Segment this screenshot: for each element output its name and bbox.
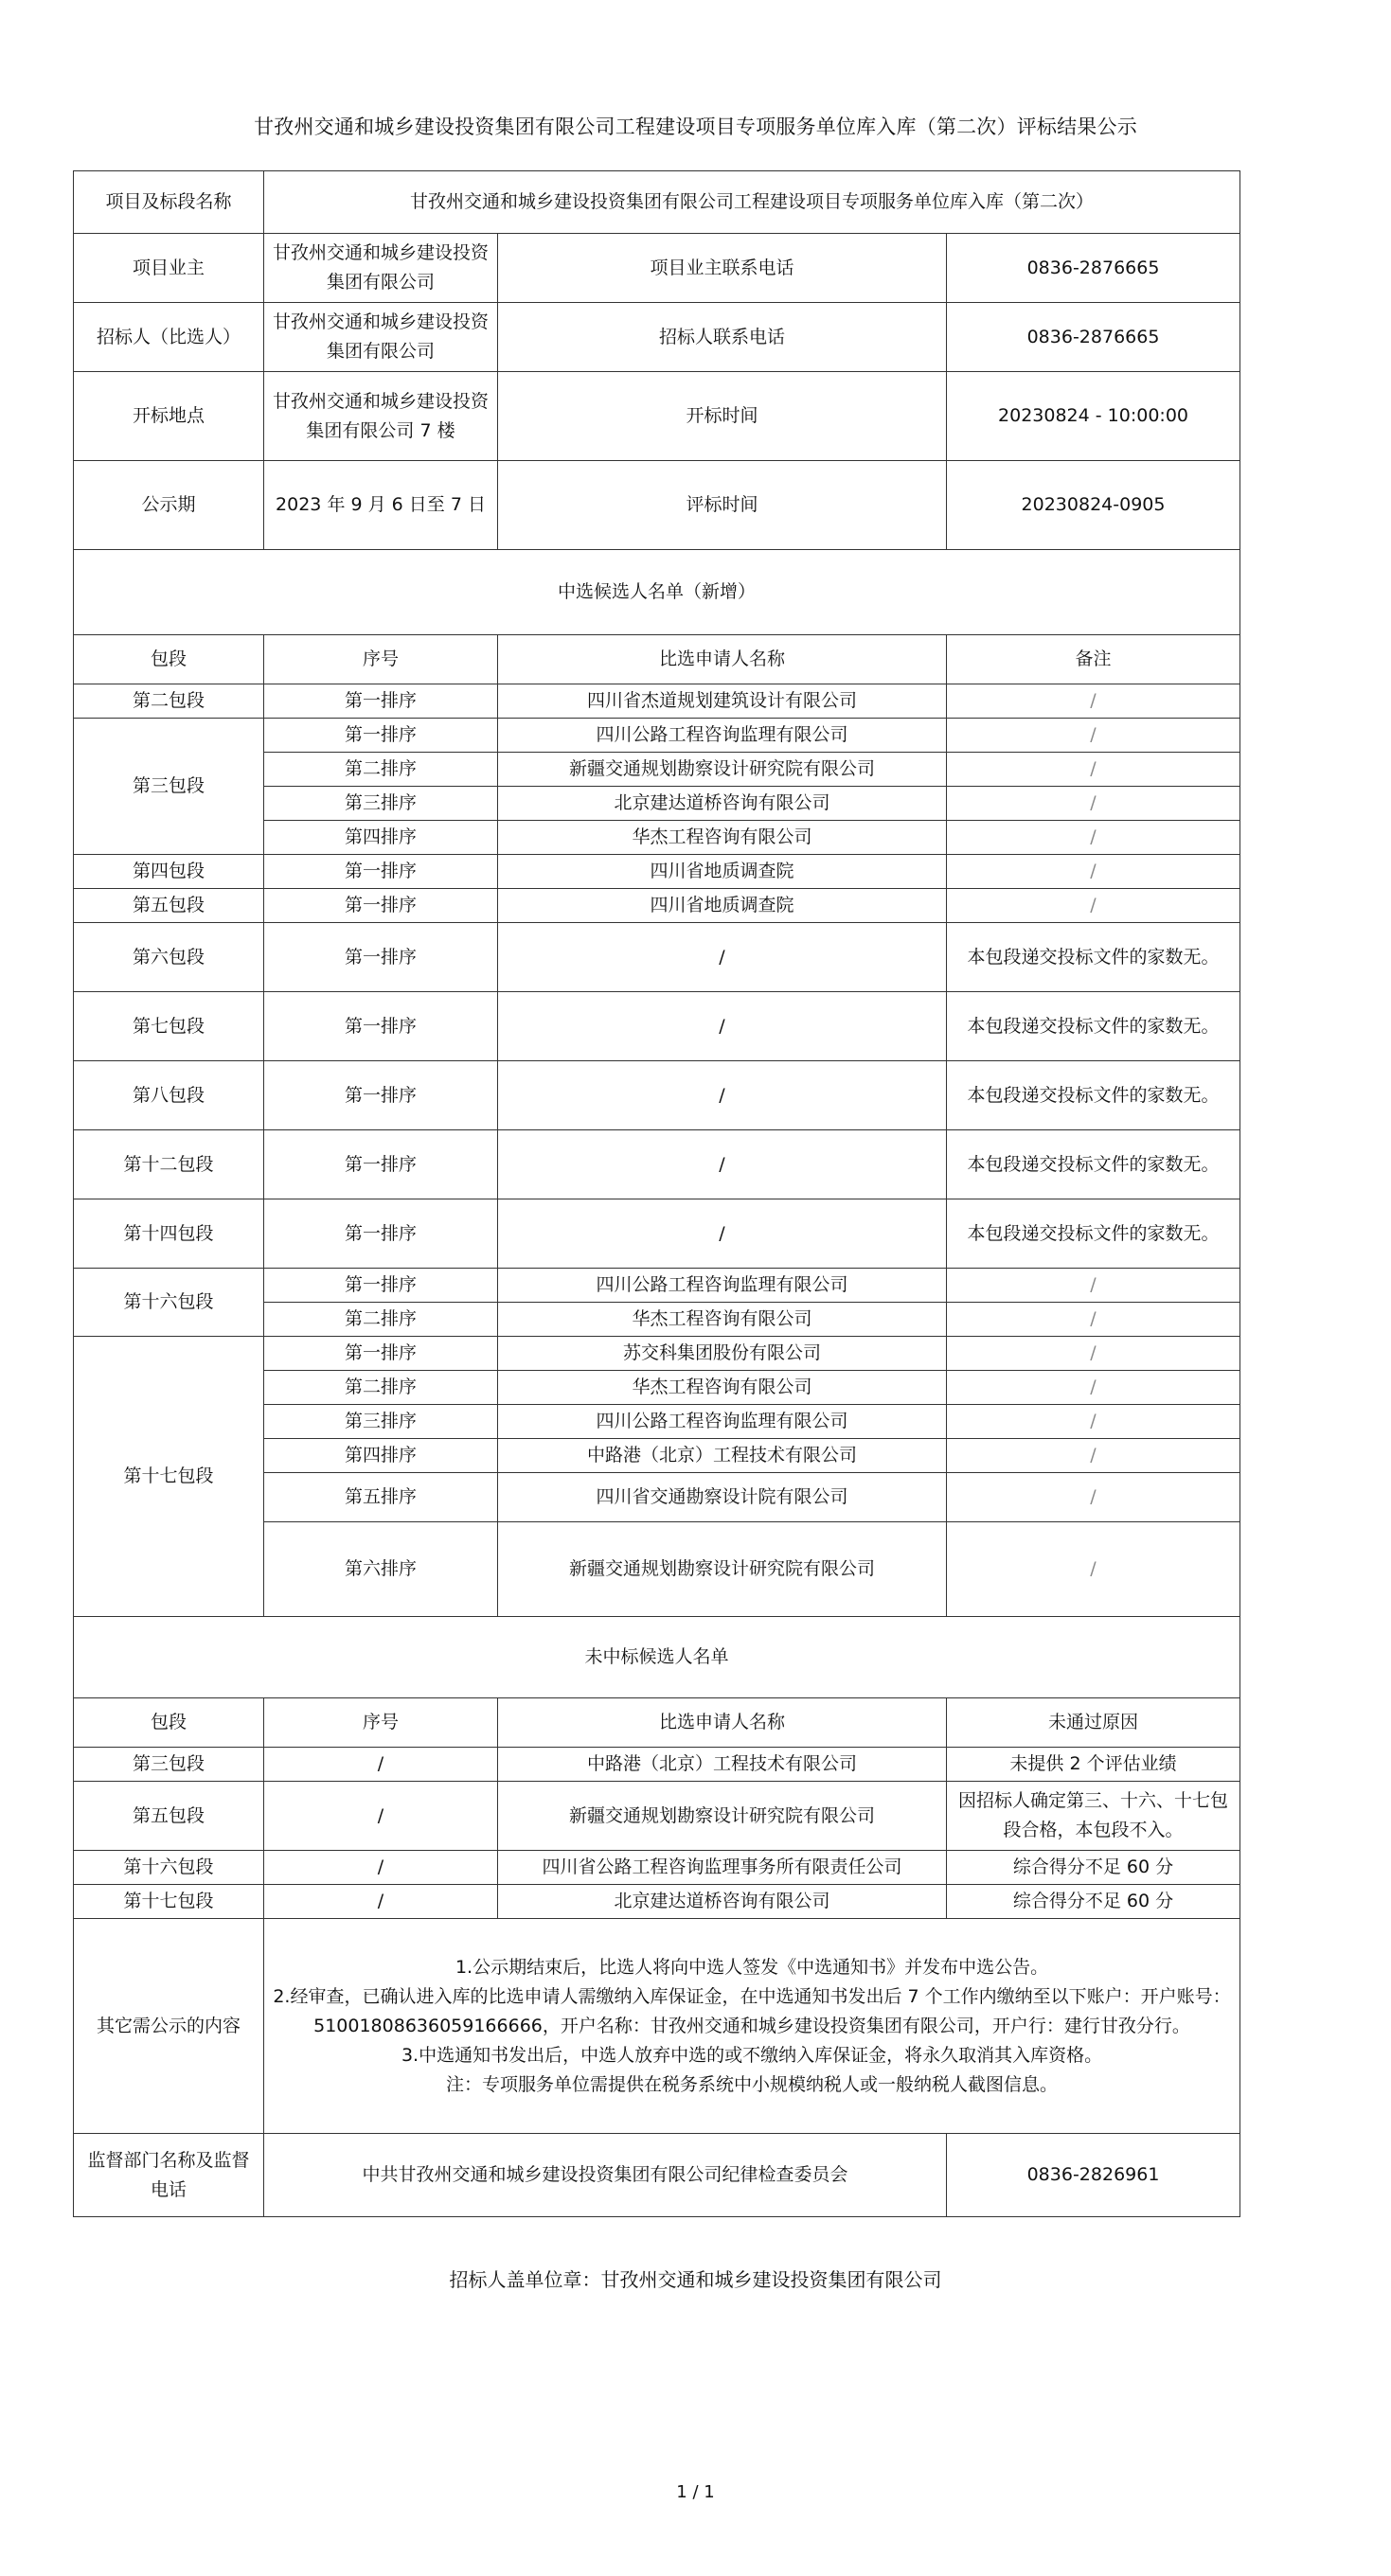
package-cell: 第十二包段 <box>74 1130 264 1199</box>
rank-cell: 第四排序 <box>264 1439 498 1473</box>
applicant-name-cell: 中路港（北京）工程技术有限公司 <box>498 1439 947 1473</box>
reason-cell: 综合得分不足 60 分 <box>947 1851 1240 1885</box>
rank-cell: 第一排序 <box>264 1061 498 1130</box>
note-cell: 本包段递交投标文件的家数无。 <box>947 992 1240 1061</box>
value-owner: 甘孜州交通和城乡建设投资集团有限公司 <box>264 234 498 303</box>
value-project-name: 甘孜州交通和城乡建设投资集团有限公司工程建设项目专项服务单位库入库（第二次） <box>264 171 1240 234</box>
rank-cell: 第一排序 <box>264 1199 498 1269</box>
package-cell: 第七包段 <box>74 992 264 1061</box>
applicant-name-cell: 四川公路工程咨询监理有限公司 <box>498 1405 947 1439</box>
note-cell: / <box>947 787 1240 821</box>
supervision-name: 中共甘孜州交通和城乡建设投资集团有限公司纪律检查委员会 <box>264 2134 947 2217</box>
supervision-phone: 0836-2826961 <box>947 2134 1240 2217</box>
row-winners-title <box>74 550 1240 635</box>
applicant-name-cell: 四川省地质调查院 <box>498 855 947 889</box>
reason-cell: 综合得分不足 60 分 <box>947 1885 1240 1919</box>
rank-cell: 第一排序 <box>264 1130 498 1199</box>
applicant-name-cell: 华杰工程咨询有限公司 <box>498 1303 947 1337</box>
applicant-name-cell: 四川公路工程咨询监理有限公司 <box>498 1269 947 1303</box>
value-open-place: 甘孜州交通和城乡建设投资集团有限公司 7 楼 <box>264 372 498 461</box>
note-cell: / <box>947 889 1240 923</box>
seal-line: 招标人盖单位章：甘孜州交通和城乡建设投资集团有限公司 <box>449 2268 942 2291</box>
label-publicity: 公示期 <box>74 461 264 550</box>
results-table <box>73 170 1240 2217</box>
table-row <box>74 1885 1240 1919</box>
applicant-name-cell: 四川省杰道规划建筑设计有限公司 <box>498 684 947 719</box>
reason-cell: 未提供 2 个评估业绩 <box>947 1748 1240 1782</box>
applicant-name-cell: 四川省地质调查院 <box>498 889 947 923</box>
rank-cell: 第一排序 <box>264 1269 498 1303</box>
supervision-label: 监督部门名称及监督电话 <box>74 2134 264 2217</box>
package-cell: 第十七包段 <box>74 1337 264 1617</box>
note-cell: / <box>947 855 1240 889</box>
applicant-name-cell: 中路港（北京）工程技术有限公司 <box>498 1748 947 1782</box>
package-cell: 第十七包段 <box>74 1885 264 1919</box>
label-open-time: 开标时间 <box>498 372 947 461</box>
package-cell: 第三包段 <box>74 1748 264 1782</box>
package-cell: 第十四包段 <box>74 1199 264 1269</box>
applicant-name-cell: / <box>498 1061 947 1130</box>
losers-header-rank: 序号 <box>264 1698 498 1748</box>
note-line: 3.中选通知书发出后，中选人放弃中选的或不缴纳入库保证金，将永久取消其入库资格。 <box>401 2044 1103 2066</box>
row-other-notes <box>74 1919 1240 2134</box>
label-tenderer-phone: 招标人联系电话 <box>498 303 947 372</box>
rank-cell: 第三排序 <box>264 1405 498 1439</box>
table-row <box>74 1199 1240 1269</box>
other-notes-label: 其它需公示的内容 <box>74 1919 264 2134</box>
note-cell: / <box>947 821 1240 855</box>
table-row <box>74 719 1240 753</box>
table-row <box>74 923 1240 992</box>
note-cell: / <box>947 753 1240 787</box>
applicant-name-cell: 北京建达道桥咨询有限公司 <box>498 1885 947 1919</box>
package-cell: 第二包段 <box>74 684 264 719</box>
table-row <box>74 684 1240 719</box>
label-tenderer: 招标人（比选人） <box>74 303 264 372</box>
applicant-name-cell: / <box>498 1199 947 1269</box>
note-cell: / <box>947 719 1240 753</box>
package-cell: 第五包段 <box>74 1782 264 1851</box>
note-cell: 本包段递交投标文件的家数无。 <box>947 923 1240 992</box>
rank-cell: / <box>264 1885 498 1919</box>
note-cell: / <box>947 1303 1240 1337</box>
table-row <box>74 1130 1240 1199</box>
table-row <box>74 1061 1240 1130</box>
note-cell: / <box>947 1405 1240 1439</box>
applicant-name-cell: 四川公路工程咨询监理有限公司 <box>498 719 947 753</box>
package-cell: 第十六包段 <box>74 1269 264 1337</box>
row-project-name <box>74 171 1240 234</box>
row-losers-title <box>74 1617 1240 1698</box>
rank-cell: 第一排序 <box>264 684 498 719</box>
note-line: 注：专项服务单位需提供在税务系统中小规模纳税人或一般纳税人截图信息。 <box>446 2073 1059 2095</box>
winners-header-row <box>74 635 1240 684</box>
applicant-name-cell: 新疆交通规划勘察设计研究院有限公司 <box>498 1782 947 1851</box>
applicant-name-cell: 华杰工程咨询有限公司 <box>498 1371 947 1405</box>
label-eval-time: 评标时间 <box>498 461 947 550</box>
note-cell: / <box>947 1473 1240 1522</box>
note-cell: / <box>947 684 1240 719</box>
value-eval-time: 20230824-0905 <box>947 461 1240 550</box>
rank-cell: / <box>264 1782 498 1851</box>
value-tenderer: 甘孜州交通和城乡建设投资集团有限公司 <box>264 303 498 372</box>
winners-header-name: 比选申请人名称 <box>498 635 947 684</box>
note-cell: / <box>947 1522 1240 1617</box>
applicant-name-cell: 新疆交通规划勘察设计研究院有限公司 <box>498 1522 947 1617</box>
value-tenderer-phone: 0836-2876665 <box>947 303 1240 372</box>
rank-cell: 第一排序 <box>264 923 498 992</box>
table-row <box>74 1851 1240 1885</box>
rank-cell: 第二排序 <box>264 753 498 787</box>
note-cell: / <box>947 1371 1240 1405</box>
row-open-place <box>74 372 1240 461</box>
table-row <box>74 855 1240 889</box>
rank-cell: / <box>264 1851 498 1885</box>
rank-cell: 第一排序 <box>264 992 498 1061</box>
package-cell: 第六包段 <box>74 923 264 992</box>
row-supervision <box>74 2134 1240 2217</box>
package-cell: 第五包段 <box>74 889 264 923</box>
note-cell: 本包段递交投标文件的家数无。 <box>947 1130 1240 1199</box>
losers-header-package: 包段 <box>74 1698 264 1748</box>
applicant-name-cell: 四川省公路工程咨询监理事务所有限责任公司 <box>498 1851 947 1885</box>
rank-cell: 第一排序 <box>264 719 498 753</box>
rank-cell: 第六排序 <box>264 1522 498 1617</box>
page-number: 1 / 1 <box>676 2482 715 2502</box>
label-owner: 项目业主 <box>74 234 264 303</box>
value-owner-phone: 0836-2876665 <box>947 234 1240 303</box>
rank-cell: 第一排序 <box>264 1337 498 1371</box>
note-cell: / <box>947 1269 1240 1303</box>
row-tenderer <box>74 303 1240 372</box>
package-cell: 第八包段 <box>74 1061 264 1130</box>
rank-cell: 第三排序 <box>264 787 498 821</box>
row-owner <box>74 234 1240 303</box>
applicant-name-cell: 苏交科集团股份有限公司 <box>498 1337 947 1371</box>
applicant-name-cell: / <box>498 923 947 992</box>
table-row <box>74 1337 1240 1371</box>
winners-section-title: 中选候选人名单（新增） <box>74 550 1240 635</box>
rank-cell: 第二排序 <box>264 1371 498 1405</box>
reason-cell: 因招标人确定第三、十六、十七包段合格，本包段不入。 <box>947 1782 1240 1851</box>
row-publicity <box>74 461 1240 550</box>
label-open-place: 开标地点 <box>74 372 264 461</box>
package-cell: 第十六包段 <box>74 1851 264 1885</box>
winners-header-package: 包段 <box>74 635 264 684</box>
label-owner-phone: 项目业主联系电话 <box>498 234 947 303</box>
note-cell: / <box>947 1439 1240 1473</box>
losers-header-reason: 未通过原因 <box>947 1698 1240 1748</box>
winners-header-note: 备注 <box>947 635 1240 684</box>
table-row <box>74 1748 1240 1782</box>
rank-cell: 第二排序 <box>264 1303 498 1337</box>
losers-header-row <box>74 1698 1240 1748</box>
applicant-name-cell: 华杰工程咨询有限公司 <box>498 821 947 855</box>
applicant-name-cell: 北京建达道桥咨询有限公司 <box>498 787 947 821</box>
applicant-name-cell: 新疆交通规划勘察设计研究院有限公司 <box>498 753 947 787</box>
rank-cell: 第五排序 <box>264 1473 498 1522</box>
note-cell: 本包段递交投标文件的家数无。 <box>947 1199 1240 1269</box>
losers-header-name: 比选申请人名称 <box>498 1698 947 1748</box>
value-open-time: 20230824 - 10:00:00 <box>947 372 1240 461</box>
winners-header-rank: 序号 <box>264 635 498 684</box>
rank-cell: 第一排序 <box>264 855 498 889</box>
table-row <box>74 1782 1240 1851</box>
label-project-name: 项目及标段名称 <box>74 171 264 234</box>
page-title: 甘孜州交通和城乡建设投资集团有限公司工程建设项目专项服务单位库入库（第二次）评标结果公示 <box>254 115 1137 138</box>
table-row <box>74 992 1240 1061</box>
note-line: 2.经审查，已确认进入库的比选申请人需缴纳入库保证金，在中选通知书发出后 7 个工作内缴纳至以下账户：开户账号：51001808636059166666，开户名称：甘孜州交通和城乡建设投资集团有限公司，开户行：建行甘孜分行。 <box>273 1985 1231 2036</box>
package-cell: 第四包段 <box>74 855 264 889</box>
note-line: 1.公示期结束后，比选人将向中选人签发《中选通知书》并发布中选公告。 <box>455 1956 1049 1978</box>
rank-cell: 第一排序 <box>264 889 498 923</box>
table-row <box>74 889 1240 923</box>
rank-cell: 第四排序 <box>264 821 498 855</box>
applicant-name-cell: 四川省交通勘察设计院有限公司 <box>498 1473 947 1522</box>
rank-cell: / <box>264 1748 498 1782</box>
other-notes-content <box>264 1919 1240 2134</box>
note-cell: 本包段递交投标文件的家数无。 <box>947 1061 1240 1130</box>
package-cell: 第三包段 <box>74 719 264 855</box>
applicant-name-cell: / <box>498 1130 947 1199</box>
value-publicity: 2023 年 9 月 6 日至 7 日 <box>264 461 498 550</box>
losers-section-title: 未中标候选人名单 <box>74 1617 1240 1698</box>
table-row <box>74 1269 1240 1303</box>
applicant-name-cell: / <box>498 992 947 1061</box>
note-cell: / <box>947 1337 1240 1371</box>
